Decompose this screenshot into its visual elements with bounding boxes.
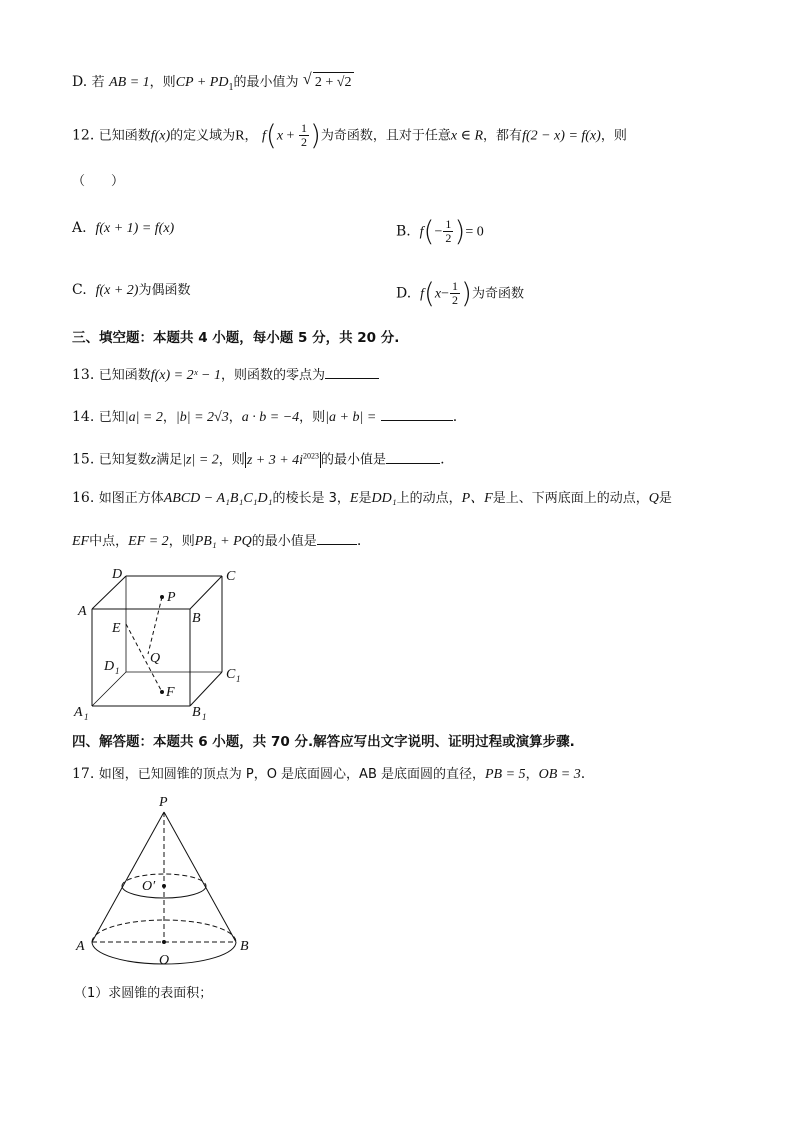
answer-blank	[325, 364, 379, 379]
q11-option-d: D. 若 AB = 1，则CP + $PD_1$的最小值为 √ 2 + √2	[72, 71, 352, 93]
cube-figure	[70, 564, 250, 724]
q17-part1: （1）求圆锥的表面积；	[74, 986, 213, 1001]
q12-option-d: D. f(x− $\frac{1}{2}$ )为奇函数	[396, 276, 524, 310]
label-p: P	[159, 795, 168, 810]
label-d1-sub: 1	[115, 666, 120, 676]
label-a: A	[78, 604, 87, 619]
q12-stem: 12. 已知函数f(x)的定义域为R， f(x + $\frac{1}{2}$ )为奇函数，且对于任意x ∈ R，都有f(2 − x) = f(x)，则	[72, 118, 627, 152]
label-d: D	[112, 567, 123, 582]
q12-paren: （ ）	[72, 174, 125, 189]
label-q: Q	[150, 651, 161, 666]
q12-option-c: C. f(x + 2)为偶函数	[72, 282, 191, 298]
label-b: B	[240, 939, 249, 954]
label-o-prime: O′	[142, 879, 156, 894]
label-b: B	[192, 611, 201, 626]
q14: 14. 已知|a| = 2，|b| = 2√3，a · b = −4，则|a + b| = .	[72, 406, 457, 428]
answer-blank	[317, 530, 357, 545]
q16-line1: 16. 如图正方体ABCD − A₁B₁C₁D₁的棱长是 3，E是DD₁上的动点，P、F是上、下两底面上的动点，Q是	[72, 490, 672, 506]
q12-option-a: A. f(x + 1) = f(x)	[72, 220, 175, 236]
q17: 17. 如图，已知圆锥的顶点为 P，O 是底面圆心，AB 是底面圆的直径，PB = 5，OB = 3.	[72, 766, 586, 782]
section-3-heading: 三、填空题：本题共 4 小题，每小题 5 分，共 20 分.	[72, 330, 400, 346]
label-d1: D	[104, 659, 115, 674]
answer-blank	[381, 406, 453, 421]
q16-line2: EF中点，EF = 2，则PB₁ + PQ的最小值是 .	[72, 530, 361, 552]
q15: 15. 已知复数z满足|z| = 2，则 $z + 3 + 4i^{2023}$ 的最小值是 .	[72, 446, 445, 471]
q12-option-b: B. f(− $\frac{1}{2}$ )= 0	[396, 214, 484, 248]
sqrt-answer: √ 2 + √2	[313, 72, 354, 93]
section-4-heading: 四、解答题：本题共 6 小题，共 70 分.解答应写出文字说明、证明过程或演算步骤.	[72, 734, 575, 750]
label-f: F	[166, 685, 175, 700]
label-a1: A	[74, 705, 83, 720]
label-c1-sub: 1	[236, 674, 241, 684]
label-a1-sub: 1	[84, 712, 89, 722]
answer-blank	[386, 449, 440, 464]
cone-figure	[70, 790, 270, 980]
q13: 13. 已知函数f(x) = 2ˣ − 1，则函数的零点为	[72, 364, 379, 386]
label-e: E	[112, 621, 121, 636]
label-c1: C	[226, 667, 236, 682]
label-p: P	[167, 590, 176, 605]
label-o: O	[159, 953, 170, 968]
label-b1-sub: 1	[202, 712, 207, 722]
label-b1: B	[192, 705, 201, 720]
label-a: A	[76, 939, 85, 954]
label-c: C	[226, 569, 236, 584]
